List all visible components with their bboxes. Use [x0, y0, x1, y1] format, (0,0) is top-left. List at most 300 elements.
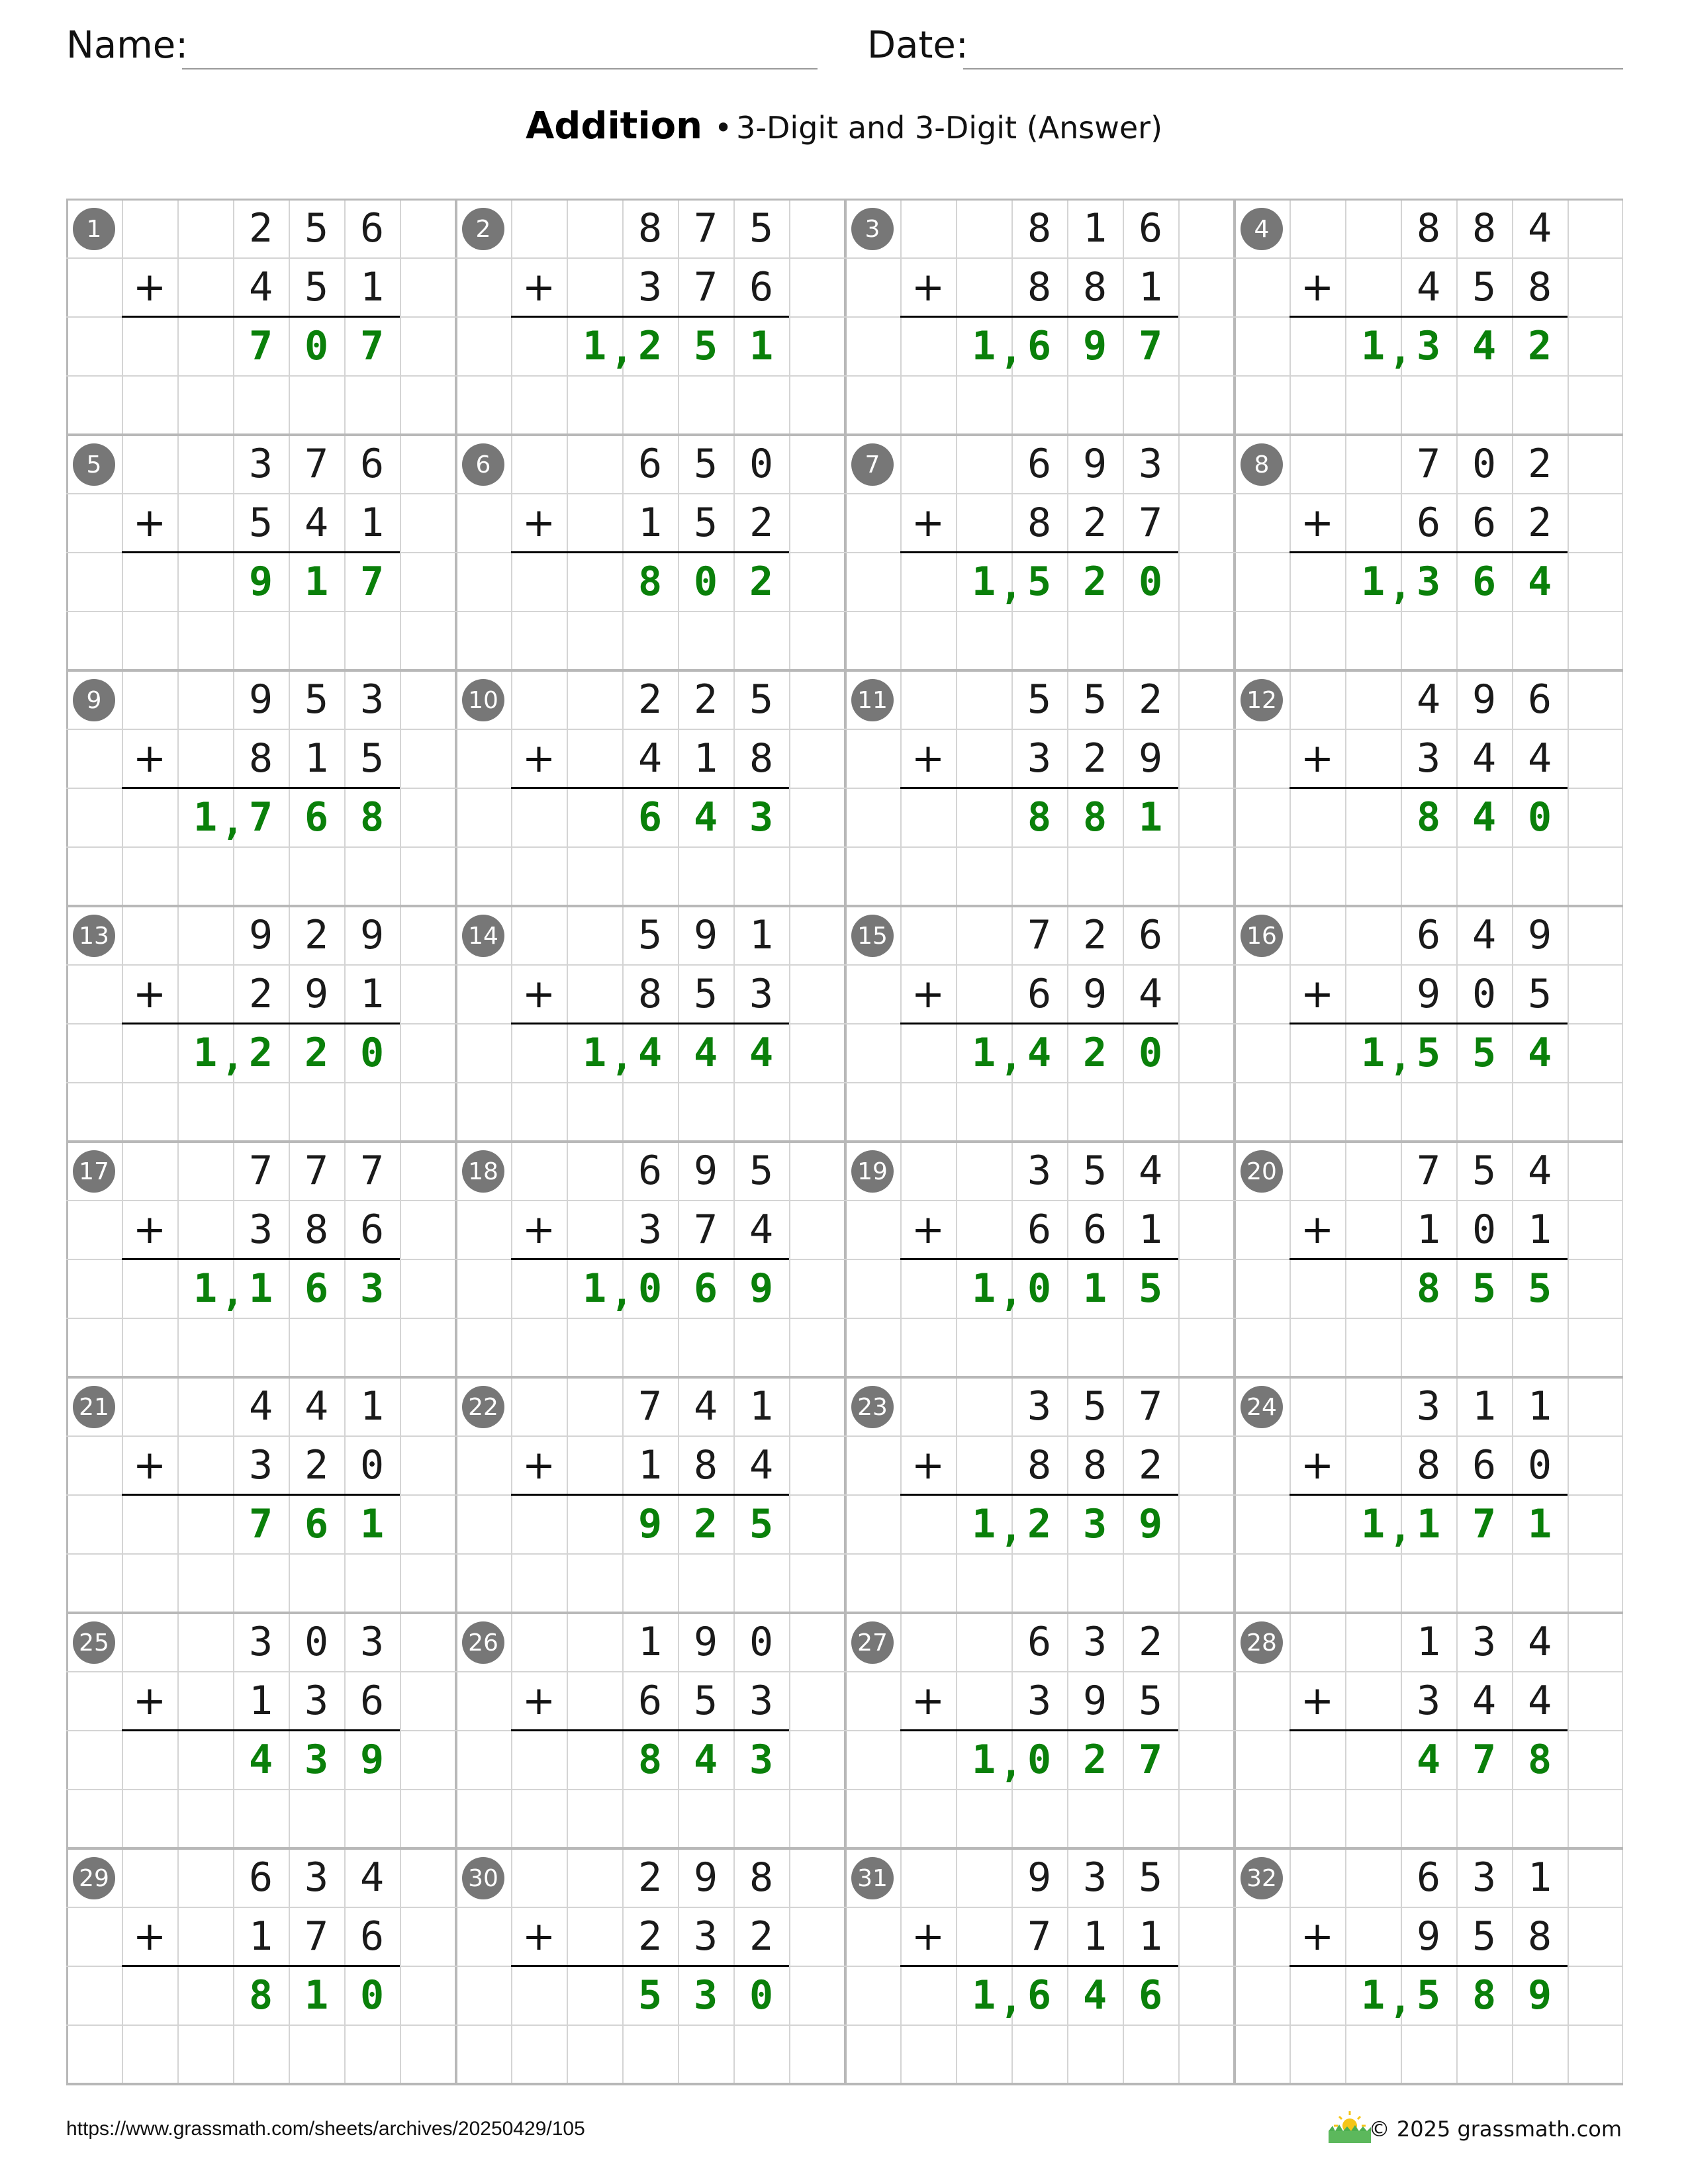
bottom-digit: 4	[637, 735, 663, 782]
top-digit: 9	[359, 911, 385, 958]
answer-digit: 5	[693, 322, 718, 369]
top-digit: 6	[359, 440, 385, 487]
top-digit: 9	[1082, 440, 1107, 487]
plus-sign: +	[522, 263, 556, 310]
bottom-digit: 5	[1138, 1677, 1163, 1724]
plus-sign: +	[1300, 499, 1335, 546]
answer-digit: 8	[637, 1736, 663, 1783]
top-digit: 3	[1027, 1383, 1052, 1430]
plus-sign: +	[1300, 970, 1335, 1017]
answer-digit: 2	[637, 322, 663, 369]
top-digit: 4	[248, 1383, 273, 1430]
bottom-digit: 1	[304, 735, 329, 782]
answer-digit: 8	[359, 794, 385, 841]
bottom-digit: 6	[1027, 1206, 1052, 1253]
answer-digit: 9	[749, 1265, 774, 1312]
answer-digit: 0	[1027, 1736, 1052, 1783]
problem-number-badge: 10	[462, 679, 504, 721]
answer-digit: 5	[749, 1500, 774, 1547]
answer-digit: 9	[248, 558, 273, 605]
answer-comma: ,	[221, 1034, 244, 1079]
footer-url: https://www.grassmath.com/sheets/archives/20250429/105	[66, 2118, 585, 2140]
plus-sign: +	[132, 735, 167, 782]
bottom-digit: 6	[749, 263, 774, 310]
top-digit: 1	[359, 1383, 385, 1430]
bottom-digit: 1	[1138, 1913, 1163, 1960]
bottom-digit: 2	[248, 970, 273, 1017]
top-digit: 3	[1416, 1383, 1441, 1430]
answer-digit: 1	[749, 322, 774, 369]
top-digit: 4	[1527, 1618, 1552, 1665]
bottom-digit: 5	[1527, 970, 1552, 1017]
plus-sign: +	[132, 499, 167, 546]
answer-digit: 1	[971, 558, 996, 605]
plus-sign: +	[1300, 1913, 1335, 1960]
answer-digit: 5	[1027, 558, 1052, 605]
bottom-digit: 5	[693, 499, 718, 546]
problem-number-badge: 12	[1241, 679, 1283, 721]
top-digit: 5	[1027, 676, 1052, 723]
bottom-digit: 7	[693, 263, 718, 310]
problem-number-badge: 15	[851, 915, 894, 957]
top-digit: 4	[693, 1383, 718, 1430]
answer-digit: 6	[304, 1265, 329, 1312]
problem-number-badge: 26	[462, 1621, 504, 1664]
answer-digit: 2	[1082, 1736, 1107, 1783]
answer-comma: ,	[1000, 1034, 1023, 1079]
top-digit: 0	[749, 1618, 774, 1665]
top-digit: 2	[693, 676, 718, 723]
answer-digit: 1	[1527, 1500, 1552, 1547]
answer-digit: 8	[1416, 1265, 1441, 1312]
answer-digit: 1	[248, 1265, 273, 1312]
answer-digit: 2	[1082, 558, 1107, 605]
top-digit: 5	[304, 205, 329, 251]
answer-digit: 2	[693, 1500, 718, 1547]
top-digit: 4	[1138, 1147, 1163, 1194]
answer-digit: 5	[1472, 1029, 1497, 1076]
date-label: Date:	[867, 24, 968, 67]
problem-number-badge: 9	[73, 679, 115, 721]
problem-number-badge: 25	[73, 1621, 115, 1664]
plus-sign: +	[132, 1677, 167, 1724]
top-digit: 6	[248, 1854, 273, 1901]
answer-comma: ,	[1389, 1034, 1412, 1079]
bottom-digit: 6	[637, 1677, 663, 1724]
top-digit: 2	[637, 1854, 663, 1901]
plus-sign: +	[1300, 1206, 1335, 1253]
answer-digit: 5	[637, 1972, 663, 2019]
bottom-digit: 3	[637, 263, 663, 310]
answer-comma: ,	[1000, 1741, 1023, 1786]
answer-digit: 7	[1138, 322, 1163, 369]
top-digit: 3	[1082, 1618, 1107, 1665]
answer-digit: 1	[1360, 1500, 1385, 1547]
problem-number-badge: 17	[73, 1150, 115, 1193]
answer-digit: 9	[637, 1500, 663, 1547]
top-digit: 1	[637, 1618, 663, 1665]
answer-digit: 8	[1416, 794, 1441, 841]
name-line	[182, 68, 818, 69]
top-digit: 7	[693, 205, 718, 251]
answer-digit: 8	[248, 1972, 273, 2019]
top-digit: 1	[749, 1383, 774, 1430]
top-digit: 8	[1472, 205, 1497, 251]
footer-copyright: © 2025 grassmath.com	[1368, 2116, 1622, 2142]
answer-digit: 4	[1472, 794, 1497, 841]
top-digit: 7	[637, 1383, 663, 1430]
bottom-digit: 4	[1472, 1677, 1497, 1724]
problem-number-badge: 13	[73, 915, 115, 957]
answer-digit: 2	[749, 558, 774, 605]
bottom-digit: 2	[749, 1913, 774, 1960]
top-digit: 1	[1527, 1854, 1552, 1901]
bottom-digit: 8	[304, 1206, 329, 1253]
top-digit: 9	[248, 911, 273, 958]
bottom-digit: 8	[1527, 1913, 1552, 1960]
top-digit: 3	[248, 440, 273, 487]
top-digit: 4	[304, 1383, 329, 1430]
answer-comma: ,	[1000, 1506, 1023, 1551]
problem-number-badge: 19	[851, 1150, 894, 1193]
top-digit: 1	[1527, 1383, 1552, 1430]
plus-sign: +	[522, 1206, 556, 1253]
bottom-digit: 6	[1472, 499, 1497, 546]
top-digit: 2	[1138, 1618, 1163, 1665]
answer-digit: 8	[1472, 1972, 1497, 2019]
bottom-digit: 1	[637, 1441, 663, 1488]
answer-digit: 7	[248, 794, 273, 841]
bottom-digit: 1	[693, 735, 718, 782]
answer-digit: 6	[1138, 1972, 1163, 2019]
answer-digit: 4	[749, 1029, 774, 1076]
top-digit: 3	[1138, 440, 1163, 487]
problem-number-badge: 7	[851, 443, 894, 486]
top-digit: 2	[304, 911, 329, 958]
answer-digit: 2	[1082, 1029, 1107, 1076]
bottom-digit: 8	[1082, 263, 1107, 310]
top-digit: 3	[359, 676, 385, 723]
plus-sign: +	[522, 1913, 556, 1960]
problem-number-badge: 3	[851, 208, 894, 250]
top-digit: 3	[304, 1854, 329, 1901]
bottom-digit: 2	[637, 1913, 663, 1960]
answer-digit: 6	[693, 1265, 718, 1312]
bottom-digit: 8	[1527, 263, 1552, 310]
top-digit: 7	[1138, 1383, 1163, 1430]
answer-digit: 9	[359, 1736, 385, 1783]
top-digit: 9	[693, 1618, 718, 1665]
answer-digit: 9	[1138, 1500, 1163, 1547]
bottom-digit: 9	[1082, 970, 1107, 1017]
top-digit: 2	[1527, 440, 1552, 487]
bottom-digit: 7	[304, 1913, 329, 1960]
bottom-digit: 4	[1527, 735, 1552, 782]
top-digit: 6	[1138, 205, 1163, 251]
top-digit: 3	[1027, 1147, 1052, 1194]
answer-comma: ,	[1000, 1977, 1023, 2022]
top-digit: 8	[1027, 205, 1052, 251]
top-digit: 5	[749, 1147, 774, 1194]
bottom-digit: 4	[1472, 735, 1497, 782]
answer-digit: 3	[304, 1736, 329, 1783]
answer-digit: 2	[1027, 1500, 1052, 1547]
top-digit: 7	[248, 1147, 273, 1194]
answer-digit: 0	[1138, 558, 1163, 605]
answer-digit: 0	[304, 322, 329, 369]
problem-number-badge: 11	[851, 679, 894, 721]
top-digit: 5	[1082, 1147, 1107, 1194]
problem-grid	[66, 199, 1623, 2086]
answer-digit: 1	[1360, 1972, 1385, 2019]
top-digit: 5	[304, 676, 329, 723]
answer-digit: 6	[304, 794, 329, 841]
date-line	[963, 68, 1623, 69]
answer-digit: 1	[1360, 322, 1385, 369]
bottom-digit: 1	[359, 970, 385, 1017]
answer-digit: 4	[248, 1736, 273, 1783]
bottom-digit: 4	[1138, 970, 1163, 1017]
bottom-digit: 5	[359, 735, 385, 782]
answer-digit: 1	[971, 322, 996, 369]
bottom-digit: 8	[1027, 499, 1052, 546]
plus-sign: +	[911, 263, 945, 310]
bottom-digit: 7	[1138, 499, 1163, 546]
bottom-digit: 5	[693, 970, 718, 1017]
answer-digit: 9	[1527, 1972, 1552, 2019]
bottom-digit: 1	[359, 499, 385, 546]
plus-sign: +	[1300, 735, 1335, 782]
problem-number-badge: 14	[462, 915, 504, 957]
plus-sign: +	[911, 499, 945, 546]
problem-number-badge: 6	[462, 443, 504, 486]
answer-digit: 7	[1472, 1500, 1497, 1547]
answer-comma: ,	[1000, 563, 1023, 608]
bottom-digit: 2	[1082, 735, 1107, 782]
top-digit: 4	[1472, 911, 1497, 958]
top-digit: 2	[637, 676, 663, 723]
bottom-digit: 2	[304, 1441, 329, 1488]
bottom-digit: 1	[637, 499, 663, 546]
top-digit: 5	[1082, 1383, 1107, 1430]
top-digit: 6	[637, 440, 663, 487]
plus-sign: +	[1300, 1441, 1335, 1488]
answer-digit: 1	[971, 1500, 996, 1547]
top-digit: 2	[1082, 911, 1107, 958]
plus-sign: +	[911, 1677, 945, 1724]
top-digit: 1	[1472, 1383, 1497, 1430]
problem-number-badge: 4	[1241, 208, 1283, 250]
answer-digit: 4	[693, 1029, 718, 1076]
plus-sign: +	[132, 1913, 167, 1960]
answer-digit: 4	[1527, 558, 1552, 605]
problem-number-badge: 16	[1241, 915, 1283, 957]
answer-digit: 4	[693, 1736, 718, 1783]
bottom-digit: 0	[1472, 1206, 1497, 1253]
bottom-digit: 3	[693, 1913, 718, 1960]
bottom-digit: 5	[304, 263, 329, 310]
problem-number-badge: 1	[73, 208, 115, 250]
plus-sign: +	[522, 499, 556, 546]
bottom-digit: 8	[1082, 1441, 1107, 1488]
answer-digit: 3	[359, 1265, 385, 1312]
bottom-digit: 1	[248, 1913, 273, 1960]
answer-comma: ,	[1389, 1977, 1412, 2022]
problem-number-badge: 8	[1241, 443, 1283, 486]
bottom-digit: 3	[248, 1206, 273, 1253]
bottom-digit: 4	[304, 499, 329, 546]
bottom-digit: 7	[693, 1206, 718, 1253]
answer-digit: 6	[1027, 322, 1052, 369]
problem-number-badge: 29	[73, 1857, 115, 1899]
answer-digit: 0	[359, 1972, 385, 2019]
answer-comma: ,	[610, 328, 633, 373]
bottom-digit: 8	[1416, 1441, 1441, 1488]
top-digit: 6	[1138, 911, 1163, 958]
problem-number-badge: 24	[1241, 1386, 1283, 1428]
title-subtitle: 3-Digit and 3-Digit (Answer)	[736, 110, 1163, 146]
bottom-digit: 4	[1416, 263, 1441, 310]
answer-digit: 1	[193, 794, 218, 841]
answer-comma: ,	[610, 1034, 633, 1079]
top-digit: 9	[1027, 1854, 1052, 1901]
top-digit: 3	[359, 1618, 385, 1665]
problem-number-badge: 22	[462, 1386, 504, 1428]
bottom-digit: 1	[1082, 1913, 1107, 1960]
problem-number-badge: 2	[462, 208, 504, 250]
bottom-digit: 5	[1472, 263, 1497, 310]
plus-sign: +	[522, 970, 556, 1017]
top-digit: 6	[359, 205, 385, 251]
answer-digit: 3	[749, 794, 774, 841]
problem-number-badge: 18	[462, 1150, 504, 1193]
top-digit: 0	[304, 1618, 329, 1665]
answer-digit: 2	[304, 1029, 329, 1076]
top-digit: 8	[637, 205, 663, 251]
plus-sign: +	[132, 1441, 167, 1488]
top-digit: 6	[1027, 1618, 1052, 1665]
bottom-digit: 8	[1027, 263, 1052, 310]
answer-digit: 0	[1138, 1029, 1163, 1076]
top-digit: 7	[359, 1147, 385, 1194]
answer-comma: ,	[1389, 563, 1412, 608]
bottom-digit: 4	[1527, 1677, 1552, 1724]
plus-sign: +	[911, 1206, 945, 1253]
answer-digit: 9	[1082, 322, 1107, 369]
answer-digit: 3	[1416, 322, 1441, 369]
answer-digit: 6	[1027, 1972, 1052, 2019]
answer-digit: 8	[1527, 1736, 1552, 1783]
top-digit: 4	[1527, 205, 1552, 251]
answer-digit: 7	[1472, 1736, 1497, 1783]
bottom-digit: 6	[359, 1206, 385, 1253]
top-digit: 5	[693, 440, 718, 487]
plus-sign: +	[911, 735, 945, 782]
plus-sign: +	[522, 1441, 556, 1488]
top-digit: 1	[749, 911, 774, 958]
bottom-digit: 8	[749, 735, 774, 782]
plus-sign: +	[522, 1677, 556, 1724]
answer-digit: 0	[693, 558, 718, 605]
bottom-digit: 9	[1138, 735, 1163, 782]
problem-number-badge: 21	[73, 1386, 115, 1428]
title-bullet: •	[714, 110, 733, 146]
top-digit: 3	[248, 1618, 273, 1665]
top-digit: 7	[304, 440, 329, 487]
answer-digit: 1	[582, 322, 607, 369]
top-digit: 9	[693, 1854, 718, 1901]
answer-digit: 4	[1472, 322, 1497, 369]
bottom-digit: 4	[248, 263, 273, 310]
top-digit: 4	[1416, 676, 1441, 723]
answer-comma: ,	[1389, 328, 1412, 373]
bottom-digit: 2	[1527, 499, 1552, 546]
top-digit: 3	[1082, 1854, 1107, 1901]
top-digit: 8	[1416, 205, 1441, 251]
top-digit: 0	[749, 440, 774, 487]
bottom-digit: 1	[1138, 263, 1163, 310]
bottom-digit: 6	[1027, 970, 1052, 1017]
bottom-digit: 3	[749, 970, 774, 1017]
problem-number-badge: 28	[1241, 1621, 1283, 1664]
answer-digit: 1	[304, 558, 329, 605]
bottom-digit: 3	[248, 1441, 273, 1488]
bottom-digit: 8	[1027, 1441, 1052, 1488]
bottom-digit: 6	[359, 1913, 385, 1960]
answer-digit: 8	[637, 558, 663, 605]
top-digit: 5	[749, 676, 774, 723]
bottom-digit: 3	[637, 1206, 663, 1253]
top-digit: 6	[1027, 440, 1052, 487]
top-digit: 5	[749, 205, 774, 251]
answer-digit: 4	[1527, 1029, 1552, 1076]
answer-digit: 5	[1416, 1972, 1441, 2019]
answer-digit: 5	[1472, 1265, 1497, 1312]
top-digit: 7	[1027, 911, 1052, 958]
name-label: Name:	[66, 24, 189, 67]
top-digit: 6	[637, 1147, 663, 1194]
bottom-digit: 7	[1027, 1913, 1052, 1960]
answer-digit: 6	[637, 794, 663, 841]
answer-digit: 1	[971, 1972, 996, 2019]
top-digit: 4	[1527, 1147, 1552, 1194]
answer-digit: 6	[1472, 558, 1497, 605]
answer-digit: 1	[971, 1029, 996, 1076]
bottom-digit: 1	[1138, 1206, 1163, 1253]
plus-sign: +	[1300, 263, 1335, 310]
answer-digit: 0	[749, 1972, 774, 2019]
problem-number-badge: 5	[73, 443, 115, 486]
answer-comma: ,	[221, 799, 244, 844]
top-digit: 7	[304, 1147, 329, 1194]
answer-comma: ,	[610, 1270, 633, 1315]
answer-digit: 5	[1138, 1265, 1163, 1312]
answer-digit: 1	[1360, 1029, 1385, 1076]
answer-comma: ,	[1000, 328, 1023, 373]
answer-digit: 3	[693, 1972, 718, 2019]
plus-sign: +	[911, 1913, 945, 1960]
answer-digit: 3	[1416, 558, 1441, 605]
bottom-digit: 6	[1472, 1441, 1497, 1488]
top-digit: 7	[1416, 440, 1441, 487]
answer-digit: 2	[1527, 322, 1552, 369]
bottom-digit: 8	[693, 1441, 718, 1488]
bottom-digit: 0	[1527, 1441, 1552, 1488]
bottom-digit: 9	[304, 970, 329, 1017]
bottom-digit: 4	[749, 1441, 774, 1488]
answer-digit: 1	[971, 1736, 996, 1783]
bottom-digit: 2	[749, 499, 774, 546]
